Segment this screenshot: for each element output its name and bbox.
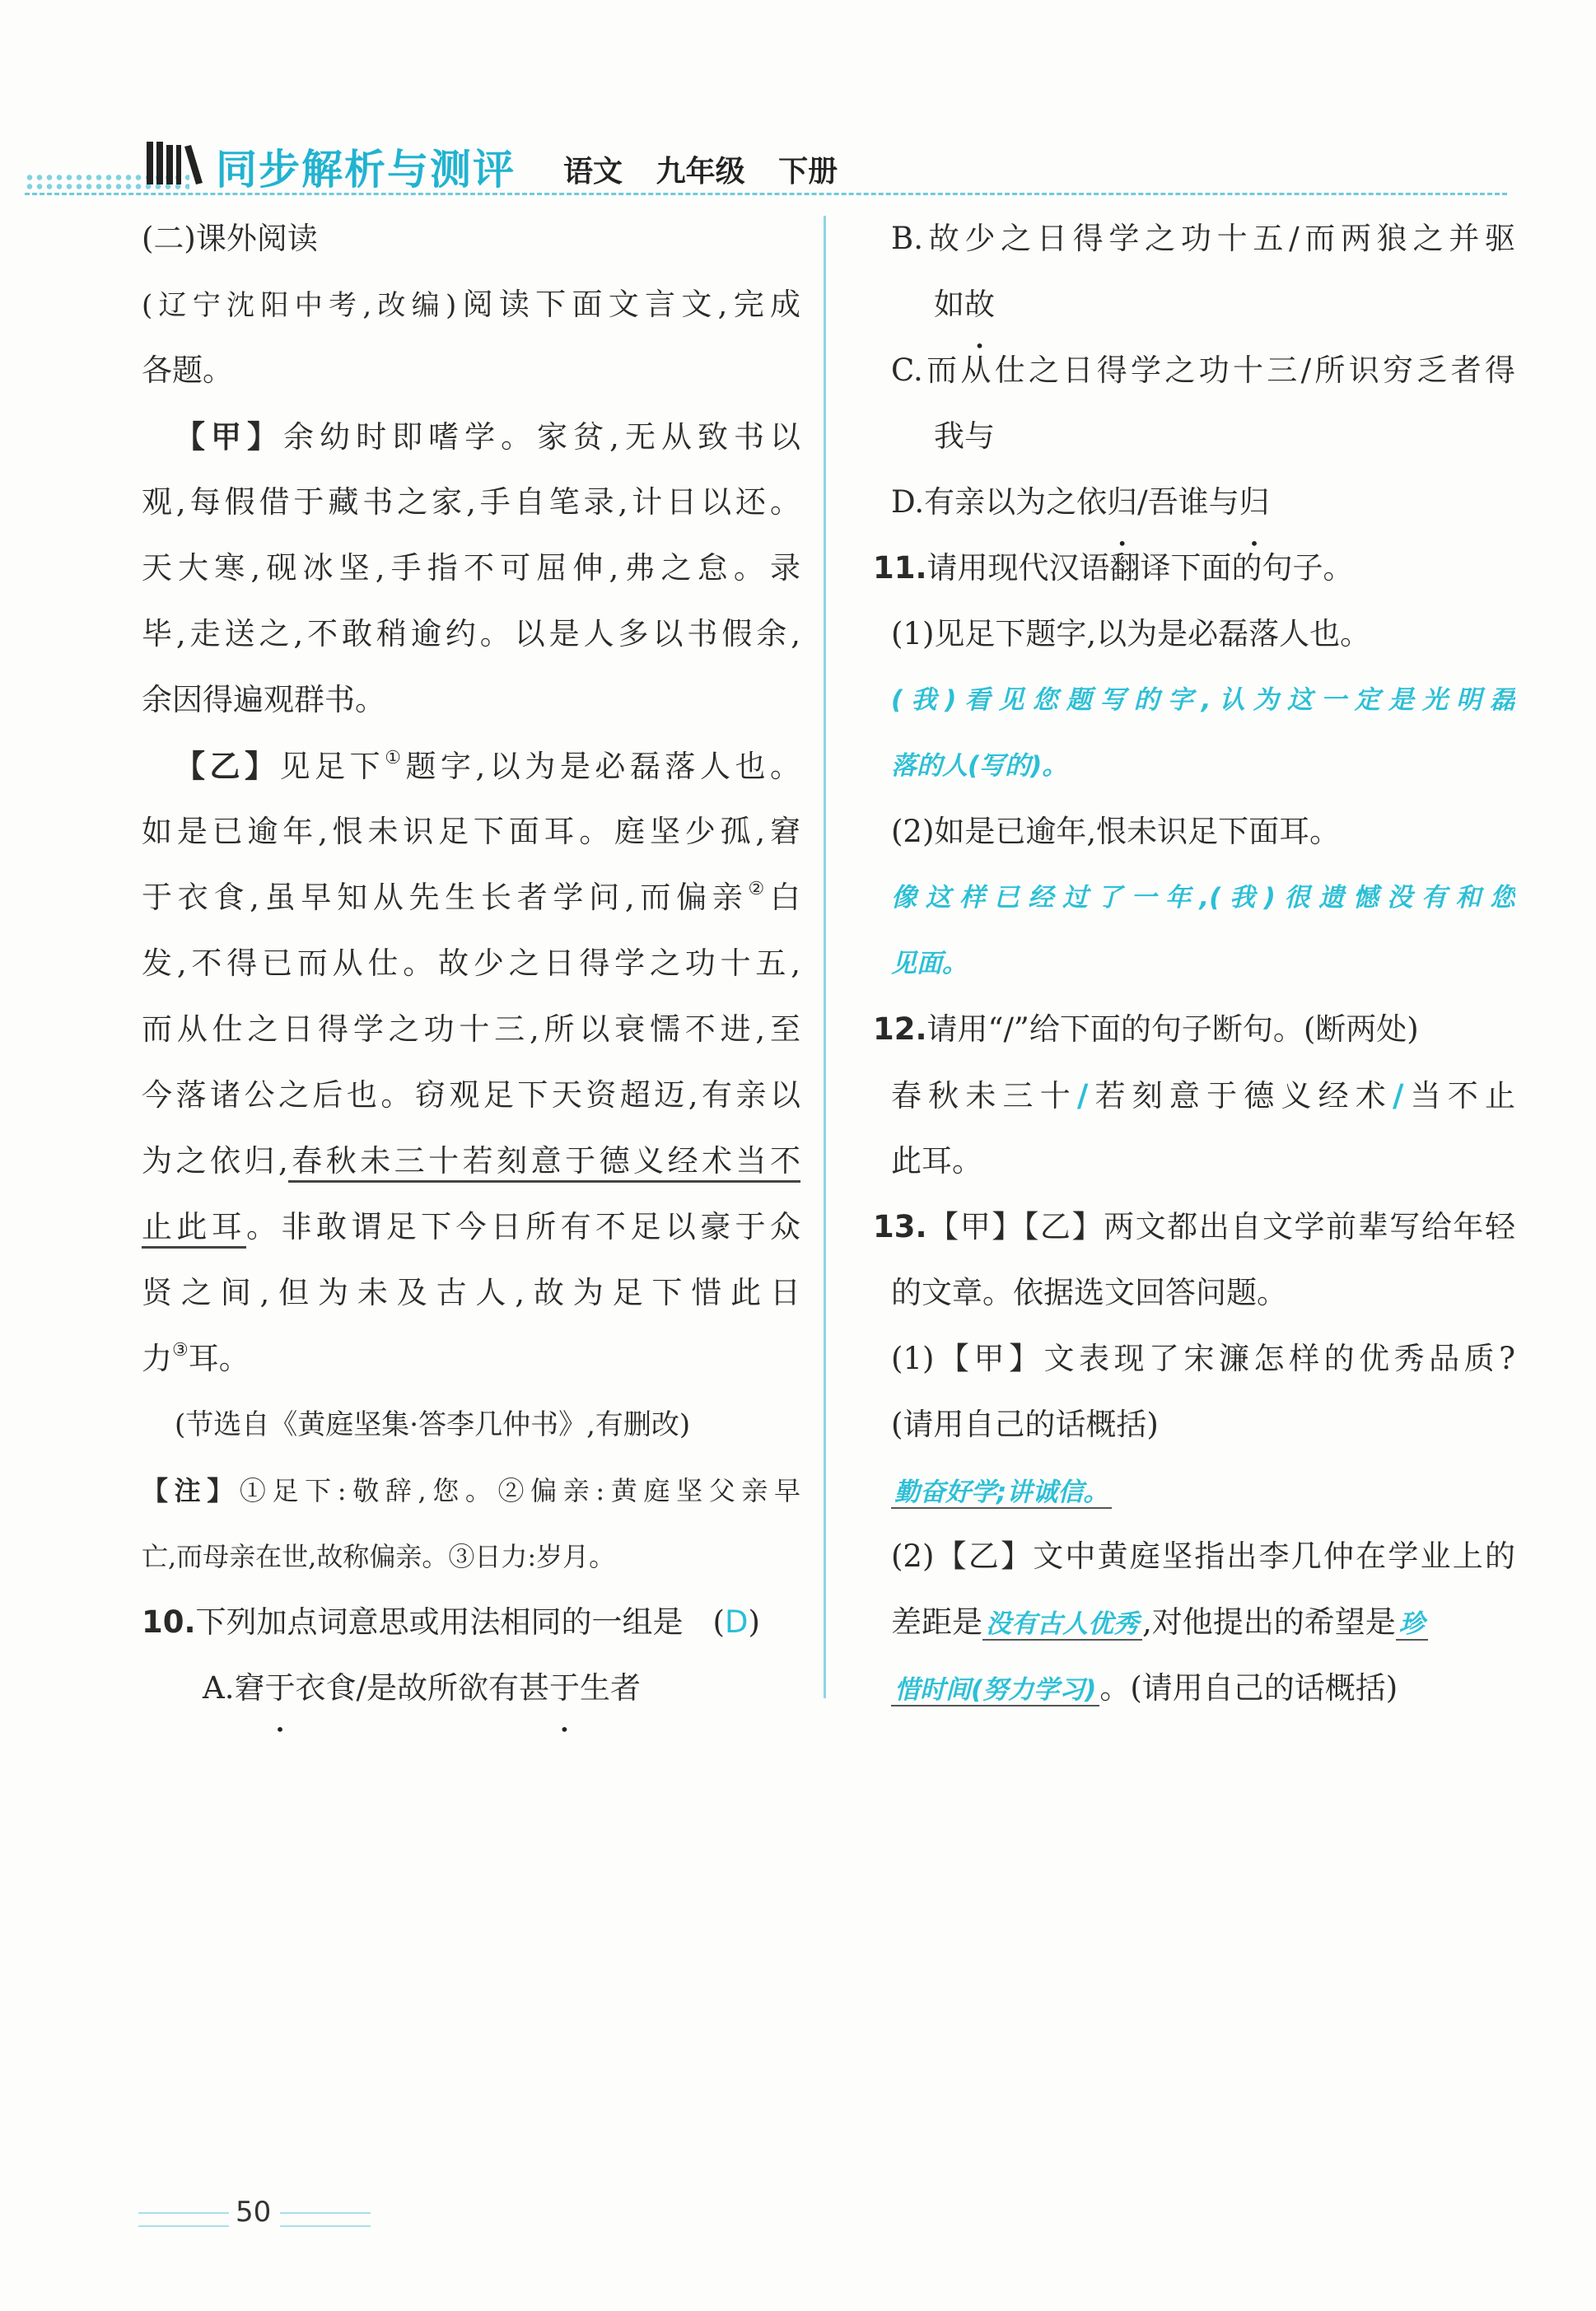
passage-yi-line: 今落诸公之后也。窃观足下天资超迈,有亲以 [142,1077,800,1113]
passage-jia-line: 天大寒,砚冰坚,手指不可屈伸,弗之怠。录 [142,550,800,586]
passage-jia-line: 毕,走送之,不敢稍逾约。以是人多以书假余, [142,616,800,651]
option-c: C.而从仕之日得学之功十三/所识穷乏者得 [891,352,1515,388]
passage-jia-line: 观,每假借于藏书之家,手自笔录,计日以还。 [142,484,800,520]
passage-yi-line: 贤之间,但为未及古人,故为足下惜此日 [142,1275,800,1310]
option-a: A.窘于衣食/是故所欲有甚于生者 [203,1670,641,1706]
option-d: D.有亲以为之依归/吾谁与归 [891,484,1270,520]
answer-q13-1-row [873,1458,1515,1524]
passage-yi-line: 止此耳。非敢谓足下今日所有不足以豪于众 [142,1194,800,1260]
question-12-sentence-line2: 此耳。 [891,1143,982,1179]
question-12: 12.请用“/”给下面的句子断句。(断两处) [873,1011,1419,1047]
reading-intro-line2: 各题。 [142,352,233,388]
question-10: 10.下列加点词意思或用法相同的一组是 (D) [142,1604,760,1640]
underlined-sentence: 止此耳 [142,1209,246,1249]
question-13-part1: (1)【甲】文表现了宋濂怎样的优秀品质? [891,1341,1515,1376]
question-11-part1: (1)见足下题字,以为是必磊落人也。 [891,616,1371,651]
passage-yi-line: 【乙】见足下①题字,以为是必磊落人也。 [175,748,800,784]
passage-jia-line: 余因得遍观群书。 [142,682,385,717]
question-12-sentence: 春秋未三十/若刻意于德义经术/当不止 [891,1077,1515,1113]
footnote-line: 【注】①足下:敬辞,您。②偏亲:黄庭坚父亲早 [142,1475,800,1506]
answer-q10: D [724,1604,749,1640]
question-11-part2: (2)如是已逾年,恨未识足下面耳。 [891,814,1341,849]
passage-yi-line: 发,不得已而从仕。故少之日得学之功十五, [142,945,800,981]
question-13-part2: (2)【乙】文中黄庭坚指出李几仲在学业上的 [891,1538,1515,1574]
passage-yi-line: 而从仕之日得学之功十三,所以衰懦不进,至 [142,1011,800,1047]
reading-intro: (辽宁沈阳中考,改编)阅读下面文言文,完成 [142,287,800,322]
subject-label: 语文 [563,155,623,189]
footer-right-lines [280,2212,371,2227]
passage-yi-line: 如是已逾年,恨未识足下面耳。庭坚少孤,窘 [142,814,800,849]
question-13-part2-line3: 惜时间(努力学习) 。(请用自己的话概括) [873,1655,1515,1721]
question-13-part1-line2: (请用自己的话概括) [891,1407,1159,1442]
column-divider [824,216,826,1698]
answer-q13-2-hope-cont: 惜时间(努力学习) [891,1675,1099,1706]
passage-yi-line: 力③耳。 [142,1340,250,1376]
option-b: B.故少之日得学之功十五/而两狼之并驱 [891,221,1515,256]
underlined-sentence: 春秋未三十若刻意于德义经术当不 [288,1143,800,1183]
answer-q11-1: (我)看见您题写的字,认为这一定是光明磊 [891,685,1515,715]
passage-yi-line: 于衣食,虽早知从先生长者学问,而偏亲②白 [142,879,800,915]
page-number: 50 [236,2196,272,2229]
option-b-line2: 如故 [934,287,995,322]
answer-q13-2-gap: 没有古人优秀 [982,1609,1142,1641]
question-13-part2-line2: 差距是 没有古人优秀 ,对他提出的希望是 珍 [873,1590,1515,1655]
section-title: (二)课外阅读 [142,221,318,256]
books-logo-icon [145,138,204,188]
book-subtitle [563,148,861,190]
answer-slash: / [1076,1077,1089,1113]
footnote-line: 亡,而母亲在世,故称偏亲。③日力:岁月。 [142,1541,616,1572]
header-rule [25,193,1507,195]
left-column [142,206,800,1721]
right-column [873,206,1515,1721]
footer-left-lines [138,2212,229,2227]
book-title: 同步解析与测评 [216,146,516,194]
question-13: 13.【甲】【乙】两文都出自文学前辈写给年轻 [873,1209,1515,1244]
answer-slash: / [1392,1077,1404,1113]
answer-q11-1-line2: 落的人(写的)。 [891,751,1068,781]
passage-yi-line: 为之依归,春秋未三十若刻意于德义经术当不 [142,1128,800,1194]
question-11: 11.请用现代汉语翻译下面的句子。 [873,550,1354,586]
volume-label: 下册 [778,155,838,189]
passage-jia-line: 【甲】余幼时即嗜学。家贫,无从致书以 [175,418,800,455]
answer-q13-2-hope: 珍 [1396,1609,1428,1641]
option-c-line2: 我与 [934,418,995,454]
answer-q11-2: 像这样已经过了一年,(我)很遗憾没有和您 [891,883,1515,913]
passage-source: (节选自《黄庭坚集·答李几仲书》,有删改) [175,1408,691,1441]
question-13-line2: 的文章。依据选文回答问题。 [891,1275,1287,1310]
answer-q13-1: 勤奋好学;讲诚信。 [891,1478,1112,1509]
grade-label: 九年级 [656,155,745,189]
answer-q11-2-line2: 见面。 [891,949,968,978]
